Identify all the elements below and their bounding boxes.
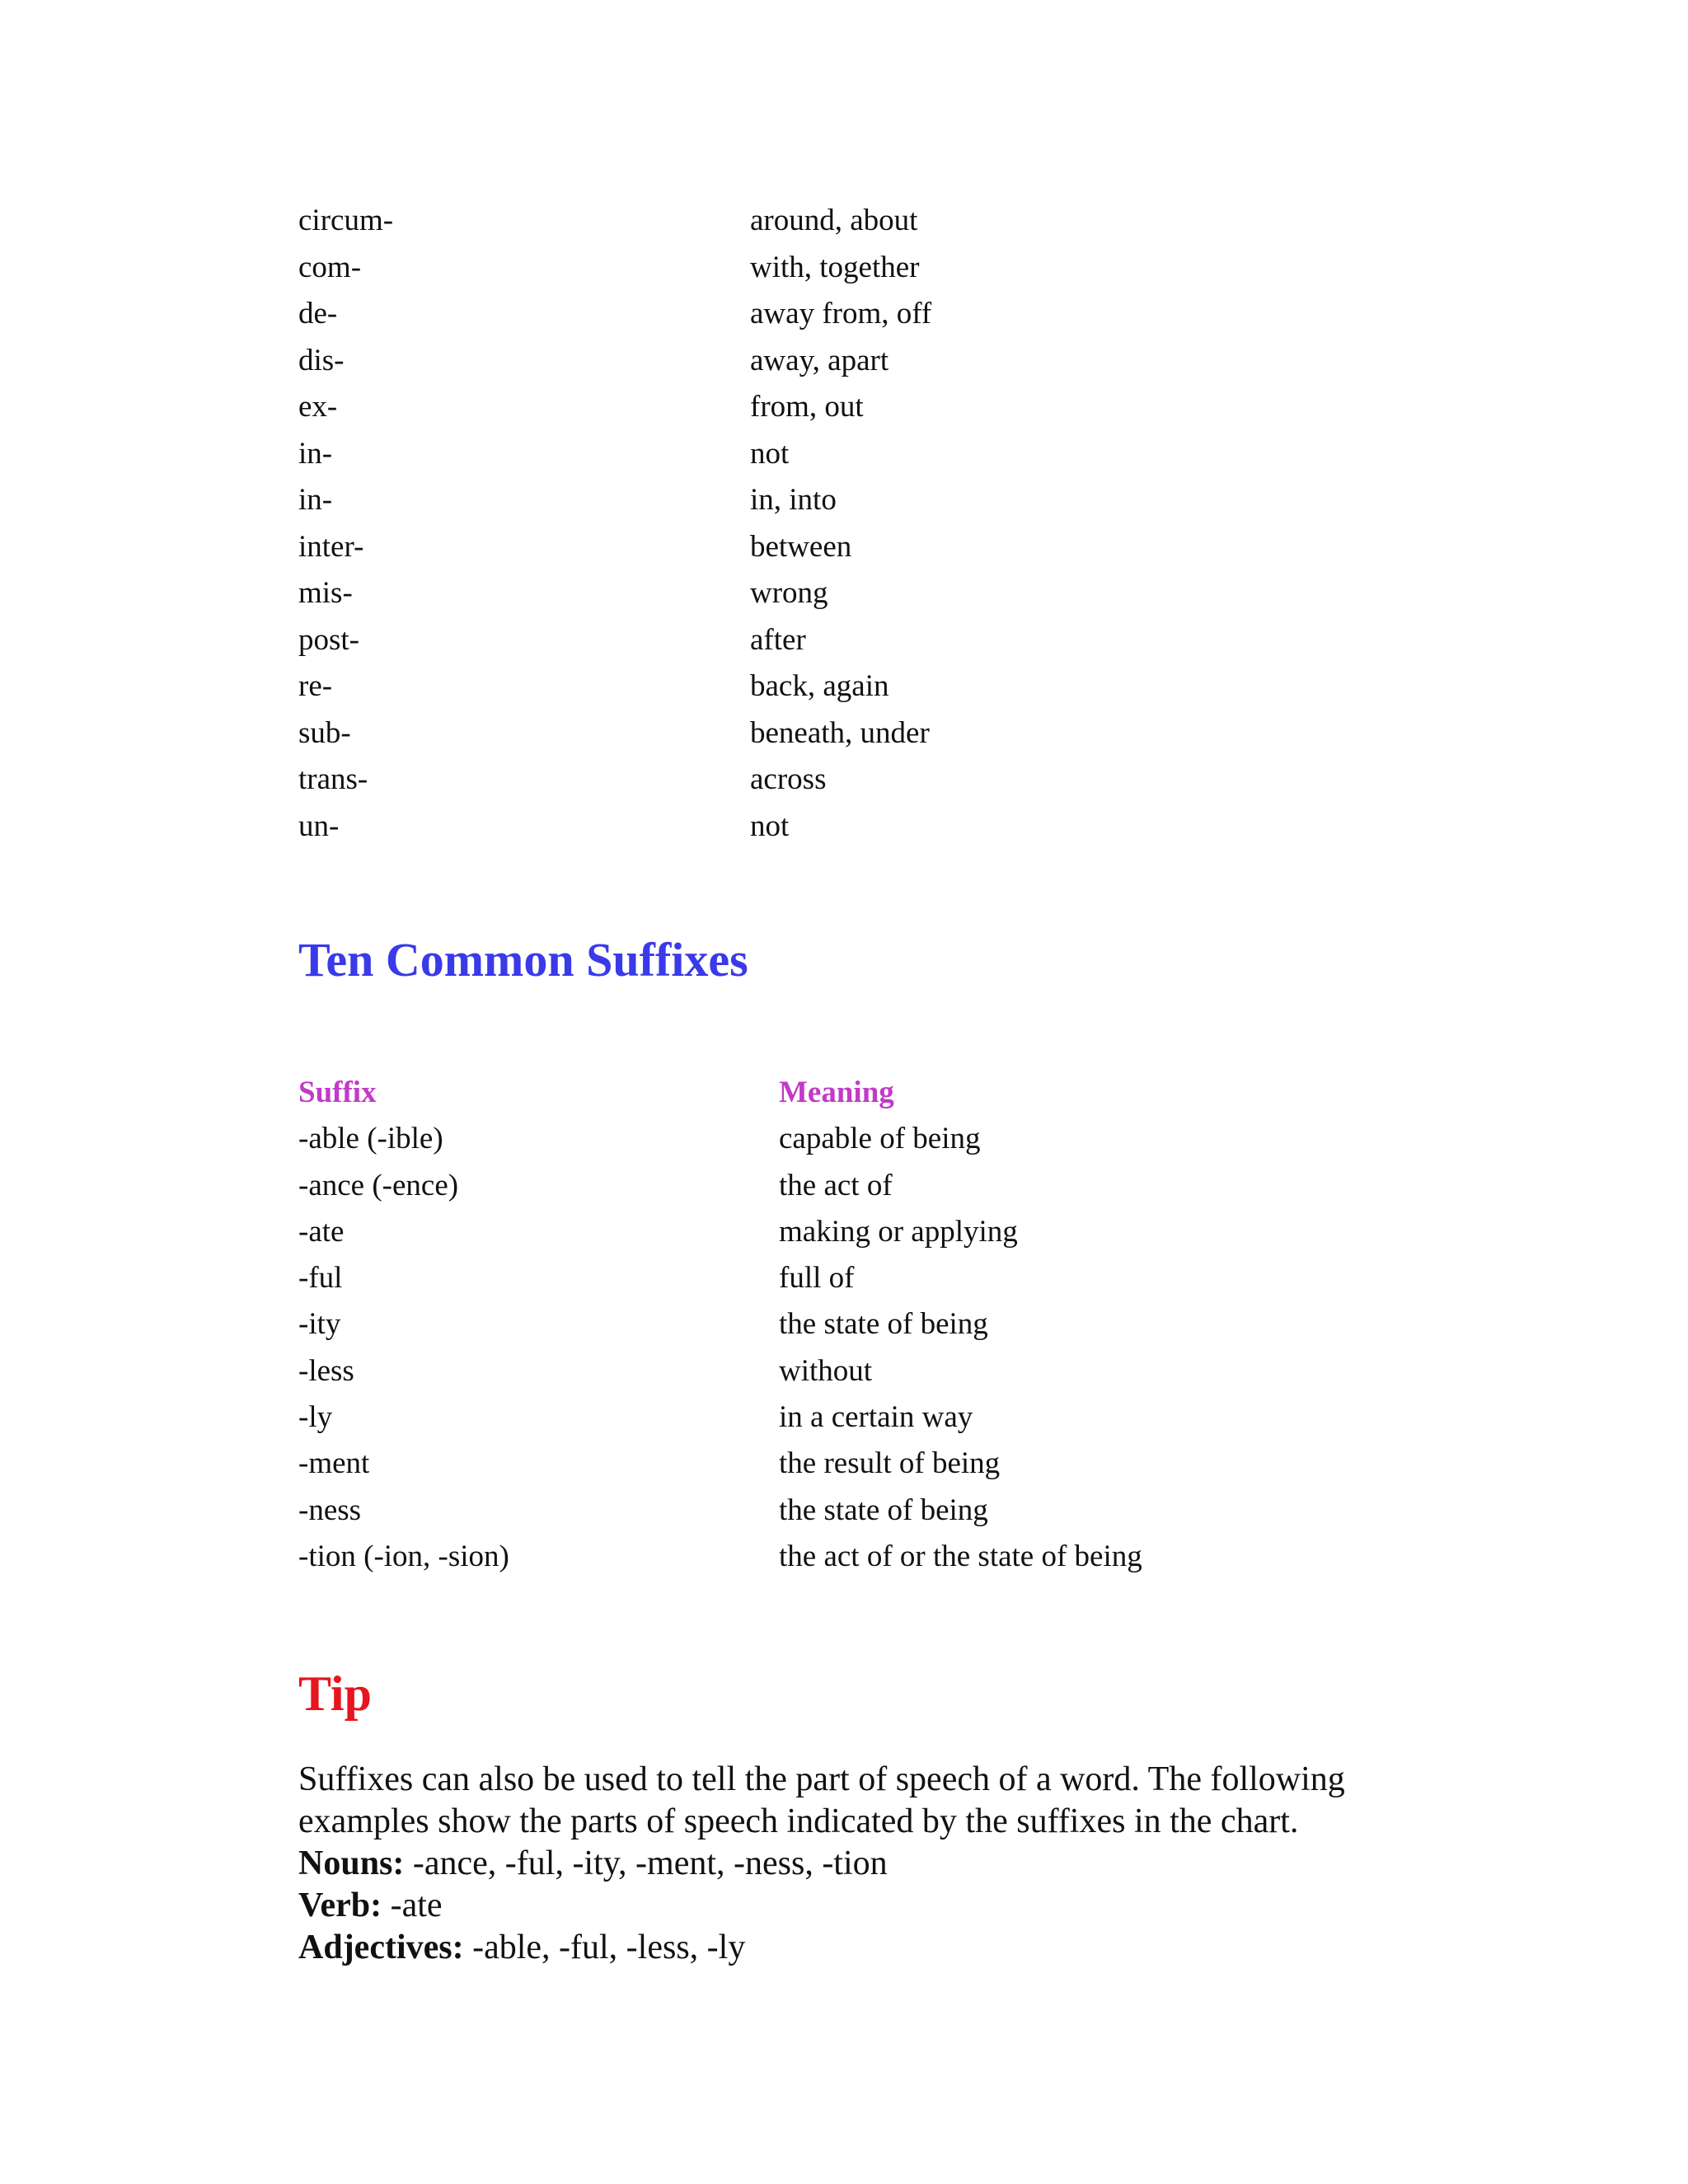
- table-row: [298, 804, 1370, 851]
- table-row: [298, 570, 1370, 617]
- prefix-cell: un-: [298, 808, 340, 843]
- prefix-cell: mis-: [298, 576, 353, 610]
- meaning-cell: the result of being: [779, 1446, 1001, 1481]
- meaning-cell: around, about: [750, 204, 918, 237]
- tip-paragraph-line: examples show the parts of speech indicated by the suffixes in the chart.: [298, 1802, 1299, 1840]
- suffix-column-header: Suffix: [298, 1076, 377, 1109]
- tip-verb-line: [298, 1885, 1535, 1927]
- verb-label: Verb:: [298, 1886, 382, 1924]
- suffix-cell: -ity: [298, 1307, 341, 1342]
- table-row: [298, 245, 1370, 292]
- tip-heading: Tip: [298, 1666, 372, 1721]
- meaning-column-header: Meaning: [779, 1076, 894, 1109]
- suffix-cell: -able (-ible): [298, 1122, 443, 1156]
- verb-value: -ate: [382, 1886, 443, 1924]
- prefix-cell: de-: [298, 297, 338, 330]
- table-row: [298, 1488, 1370, 1534]
- tip-nouns-line: [298, 1843, 1535, 1885]
- suffix-cell: -ness: [298, 1493, 362, 1527]
- prefix-cell: inter-: [298, 529, 364, 564]
- meaning-cell: from, out: [750, 390, 864, 424]
- table-row: [298, 1116, 1370, 1162]
- prefix-cell: post-: [298, 622, 359, 657]
- table-row: [298, 1163, 1370, 1209]
- suffix-cell: -ful: [298, 1261, 343, 1296]
- table-row: [298, 663, 1370, 710]
- meaning-cell: wrong: [750, 576, 828, 610]
- prefix-cell: ex-: [298, 390, 338, 424]
- table-row: [298, 617, 1370, 664]
- table-row: [298, 198, 1370, 245]
- table-row: [298, 1534, 1370, 1580]
- meaning-cell: in, into: [750, 483, 837, 517]
- meaning-cell: the state of being: [779, 1493, 988, 1527]
- suffix-table: [298, 1070, 1370, 1580]
- table-row: [298, 431, 1370, 478]
- meaning-cell: without: [779, 1353, 873, 1388]
- table-row: [298, 710, 1370, 757]
- table-row: [298, 1255, 1370, 1301]
- prefix-cell: sub-: [298, 715, 351, 750]
- table-row: [298, 291, 1370, 338]
- table-row: [298, 1209, 1370, 1255]
- prefix-cell: dis-: [298, 343, 345, 377]
- meaning-cell: the state of being: [779, 1307, 988, 1342]
- meaning-cell: in a certain way: [779, 1400, 973, 1435]
- suffix-cell: -tion (-ion, -sion): [298, 1539, 509, 1573]
- prefix-cell: com-: [298, 250, 362, 284]
- nouns-label: Nouns:: [298, 1844, 405, 1882]
- suffix-cell: -ate: [298, 1214, 345, 1249]
- prefix-cell: re-: [298, 669, 333, 703]
- tip-adjectives-line: [298, 1927, 1535, 1969]
- suffix-cell: -less: [298, 1353, 354, 1388]
- prefix-table: [298, 198, 1370, 850]
- table-row: [298, 1301, 1370, 1347]
- suffix-cell: -ance (-ence): [298, 1168, 459, 1202]
- meaning-cell: across: [750, 762, 827, 796]
- meaning-cell: capable of being: [779, 1122, 981, 1156]
- prefix-cell: in-: [298, 436, 333, 471]
- table-row: [298, 757, 1370, 804]
- table-row: [298, 524, 1370, 571]
- meaning-cell: after: [750, 622, 806, 657]
- prefix-cell: in-: [298, 483, 333, 517]
- table-row: [298, 1441, 1370, 1487]
- meaning-cell: making or applying: [779, 1214, 1018, 1249]
- nouns-value: -ance, -ful, -ity, -ment, -ness, -tion: [404, 1844, 888, 1882]
- meaning-cell: the act of: [779, 1168, 893, 1202]
- table-row: [298, 1394, 1370, 1441]
- suffix-cell: -ly: [298, 1400, 333, 1435]
- table-header-row: [298, 1070, 1370, 1116]
- meaning-cell: the act of or the state of being: [779, 1539, 1142, 1573]
- meaning-cell: back, again: [750, 669, 889, 703]
- table-row: [298, 338, 1370, 385]
- suffix-cell: -ment: [298, 1446, 370, 1481]
- tip-paragraph-line: Suffixes can also be used to tell the part of speech of a word. The following: [298, 1760, 1345, 1798]
- suffixes-heading: Ten Common Suffixes: [298, 933, 748, 987]
- adjectives-label: Adjectives:: [298, 1929, 464, 1966]
- meaning-cell: away from, off: [750, 297, 932, 330]
- table-row: [298, 1348, 1370, 1394]
- meaning-cell: with, together: [750, 250, 920, 284]
- meaning-cell: not: [750, 808, 790, 843]
- adjectives-value: -able, -ful, -less, -ly: [463, 1929, 746, 1966]
- table-row: [298, 477, 1370, 524]
- prefix-cell: trans-: [298, 762, 368, 796]
- meaning-cell: not: [750, 436, 790, 471]
- meaning-cell: between: [750, 529, 852, 564]
- table-row: [298, 384, 1370, 431]
- meaning-cell: full of: [779, 1261, 855, 1296]
- prefix-cell: circum-: [298, 204, 394, 237]
- meaning-cell: away, apart: [750, 343, 889, 377]
- tip-body: [298, 1759, 1535, 1969]
- meaning-cell: beneath, under: [750, 715, 930, 750]
